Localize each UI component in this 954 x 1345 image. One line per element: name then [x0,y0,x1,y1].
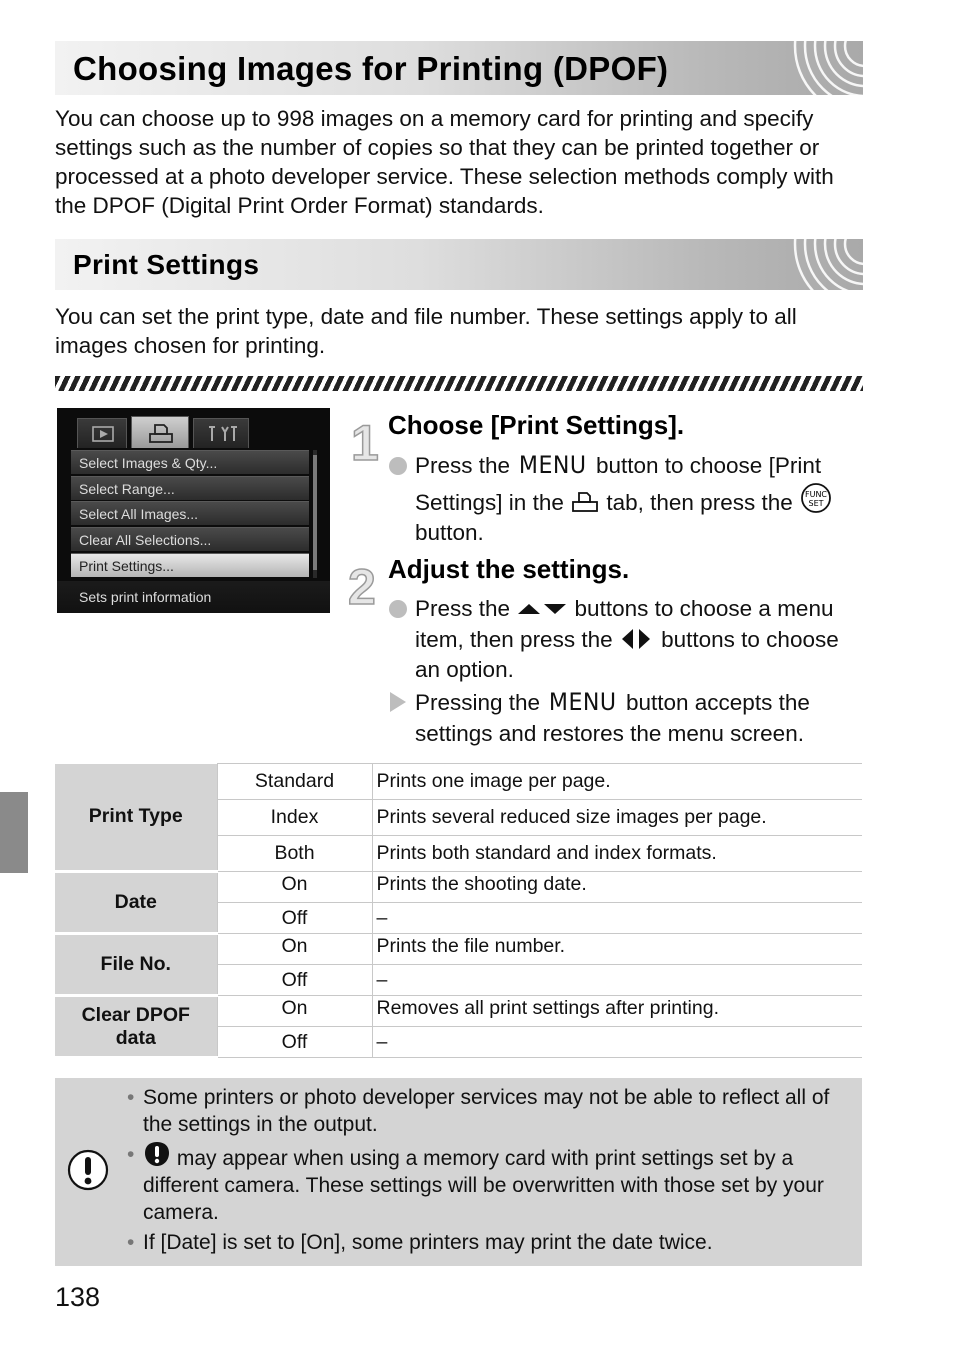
svg-text:FUNC: FUNC [804,489,827,499]
menu-item-select-all-images: Select All Images... [71,501,309,525]
option-value: Off [217,1027,372,1058]
section-banner [55,239,863,290]
bullet-dot-icon: • [127,1231,135,1254]
option-description: – [372,1027,862,1058]
step-2-result-text-a: Pressing the [415,690,547,715]
menu-item-select-range: Select Range... [71,476,309,500]
step-1-text-c: tab, then press the [600,489,799,515]
up-down-arrows-icon [516,598,568,620]
page-number: 138 [55,1282,101,1312]
step-number-1 [347,416,381,466]
section-intro-paragraph: You can set the print type, date and file number. These settings apply to all images chosen for printing. [55,304,797,358]
option-description: Prints the shooting date. [372,872,862,903]
hatched-divider [55,376,863,391]
menu-item-select-images-qty: Select Images & Qty... [71,450,309,474]
menu-button-label: MENU [549,688,617,716]
row-header-file-no: File No. [55,934,217,996]
option-description: Prints both standard and index formats. [372,836,862,872]
step-number-2 [347,560,381,610]
intro-paragraph: You can choose up to 998 images on a memory card for printing and specify settings such as the number of copies so that they can be printed together or processed at a photo developer service. These selection methods comply with the DPOF (Digital Print Order Format) standards. [55,106,834,218]
option-value: Off [217,965,372,996]
option-value: Standard [217,764,372,800]
option-description: – [372,903,862,934]
row-header-date: Date [55,872,217,934]
camera-tab-bar [71,418,301,448]
print-tab-icon [570,490,600,514]
option-description: Prints the file number. [372,934,862,965]
camera-menu-list [71,450,309,578]
svg-text:1: 1 [351,416,379,466]
tab-settings [193,418,249,448]
table-row [55,872,862,903]
step-1-text-a: Press the [415,453,517,478]
option-value: Both [217,836,372,872]
menu-button-label: MENU [519,451,587,479]
page-title: Choosing Images for Printing (DPOF) [73,50,669,87]
option-description: Prints several reduced size images per page. [372,800,862,836]
row-header-clear-dpof-data: Clear DPOF data [55,996,217,1058]
option-value: On [217,996,372,1027]
menu-item-print-settings: Print Settings... [71,553,309,577]
camera-menu-screen [57,408,330,613]
svg-text:SET: SET [808,498,824,508]
step-1-text-b: button to choose [Print Settings] in the [415,453,822,515]
caution-text: may appear when using a memory card with print settings set by a different camera. These settings will be overwritten with those set by your camera. [143,1147,824,1224]
option-description: – [372,965,862,996]
row-header-print-type: Print Type [55,764,217,872]
step-2-text-b: buttons to choose a menu item, then press the [415,596,834,652]
circle-bullet-icon [388,599,410,621]
func-set-button-icon [799,482,833,514]
tab-print [131,416,189,448]
menu-hint-text: Sets print information [57,581,330,613]
swirl-decoration-icon [753,41,863,95]
print-settings-table [55,763,862,1059]
step-1-title: Choose [Print Settings]. [388,410,685,440]
caution-text: If [Date] is set to [On], some printers may print the date twice. [143,1231,713,1254]
svg-text:2: 2 [348,560,376,610]
caution-item [125,1229,855,1256]
step-2-instruction [415,594,865,686]
option-value: On [217,934,372,965]
option-value: On [217,872,372,903]
circle-bullet-icon [388,456,410,478]
chapter-side-tab [0,792,28,873]
table-row [55,934,862,965]
menu-scrollbar [313,450,317,578]
step-2-text-c: buttons to choose an option. [415,626,839,682]
table-row [55,764,862,800]
step-1-text-d: button. [415,520,484,545]
step-2-text-a: Press the [415,596,517,621]
left-right-arrows-icon [619,627,655,651]
option-value: Index [217,800,372,836]
caution-list [125,1084,855,1259]
tab-playback [77,418,127,448]
step-2-result [415,687,865,749]
triangle-bullet-icon [388,691,410,713]
caution-item [125,1084,855,1138]
bullet-dot-icon: • [127,1143,135,1166]
settings-tab-icon [194,419,250,449]
option-description: Prints one image per page. [372,764,862,800]
caution-box [55,1078,862,1266]
caution-text: Some printers or photo developer services may not be able to reflect all of the settings in the output. [143,1086,830,1136]
option-description: Removes all print settings after printing. [372,996,862,1027]
caution-icon [67,1149,111,1193]
option-value: Off [217,903,372,934]
playback-tab-icon [78,419,128,449]
caution-item [125,1141,855,1226]
step-1-instruction [415,450,865,549]
step-2-result-text-b: button accepts the settings and restores the menu screen. [415,690,810,746]
print-tab-icon [132,417,190,449]
swirl-decoration-icon [753,239,863,290]
title-banner [55,41,863,95]
bullet-dot-icon: • [127,1086,135,1109]
dpof-warning-icon [143,1141,171,1167]
section-title: Print Settings [73,249,260,280]
menu-item-clear-all-selections: Clear All Selections... [71,527,309,551]
step-2-title: Adjust the settings. [388,554,630,584]
table-row [55,996,862,1027]
